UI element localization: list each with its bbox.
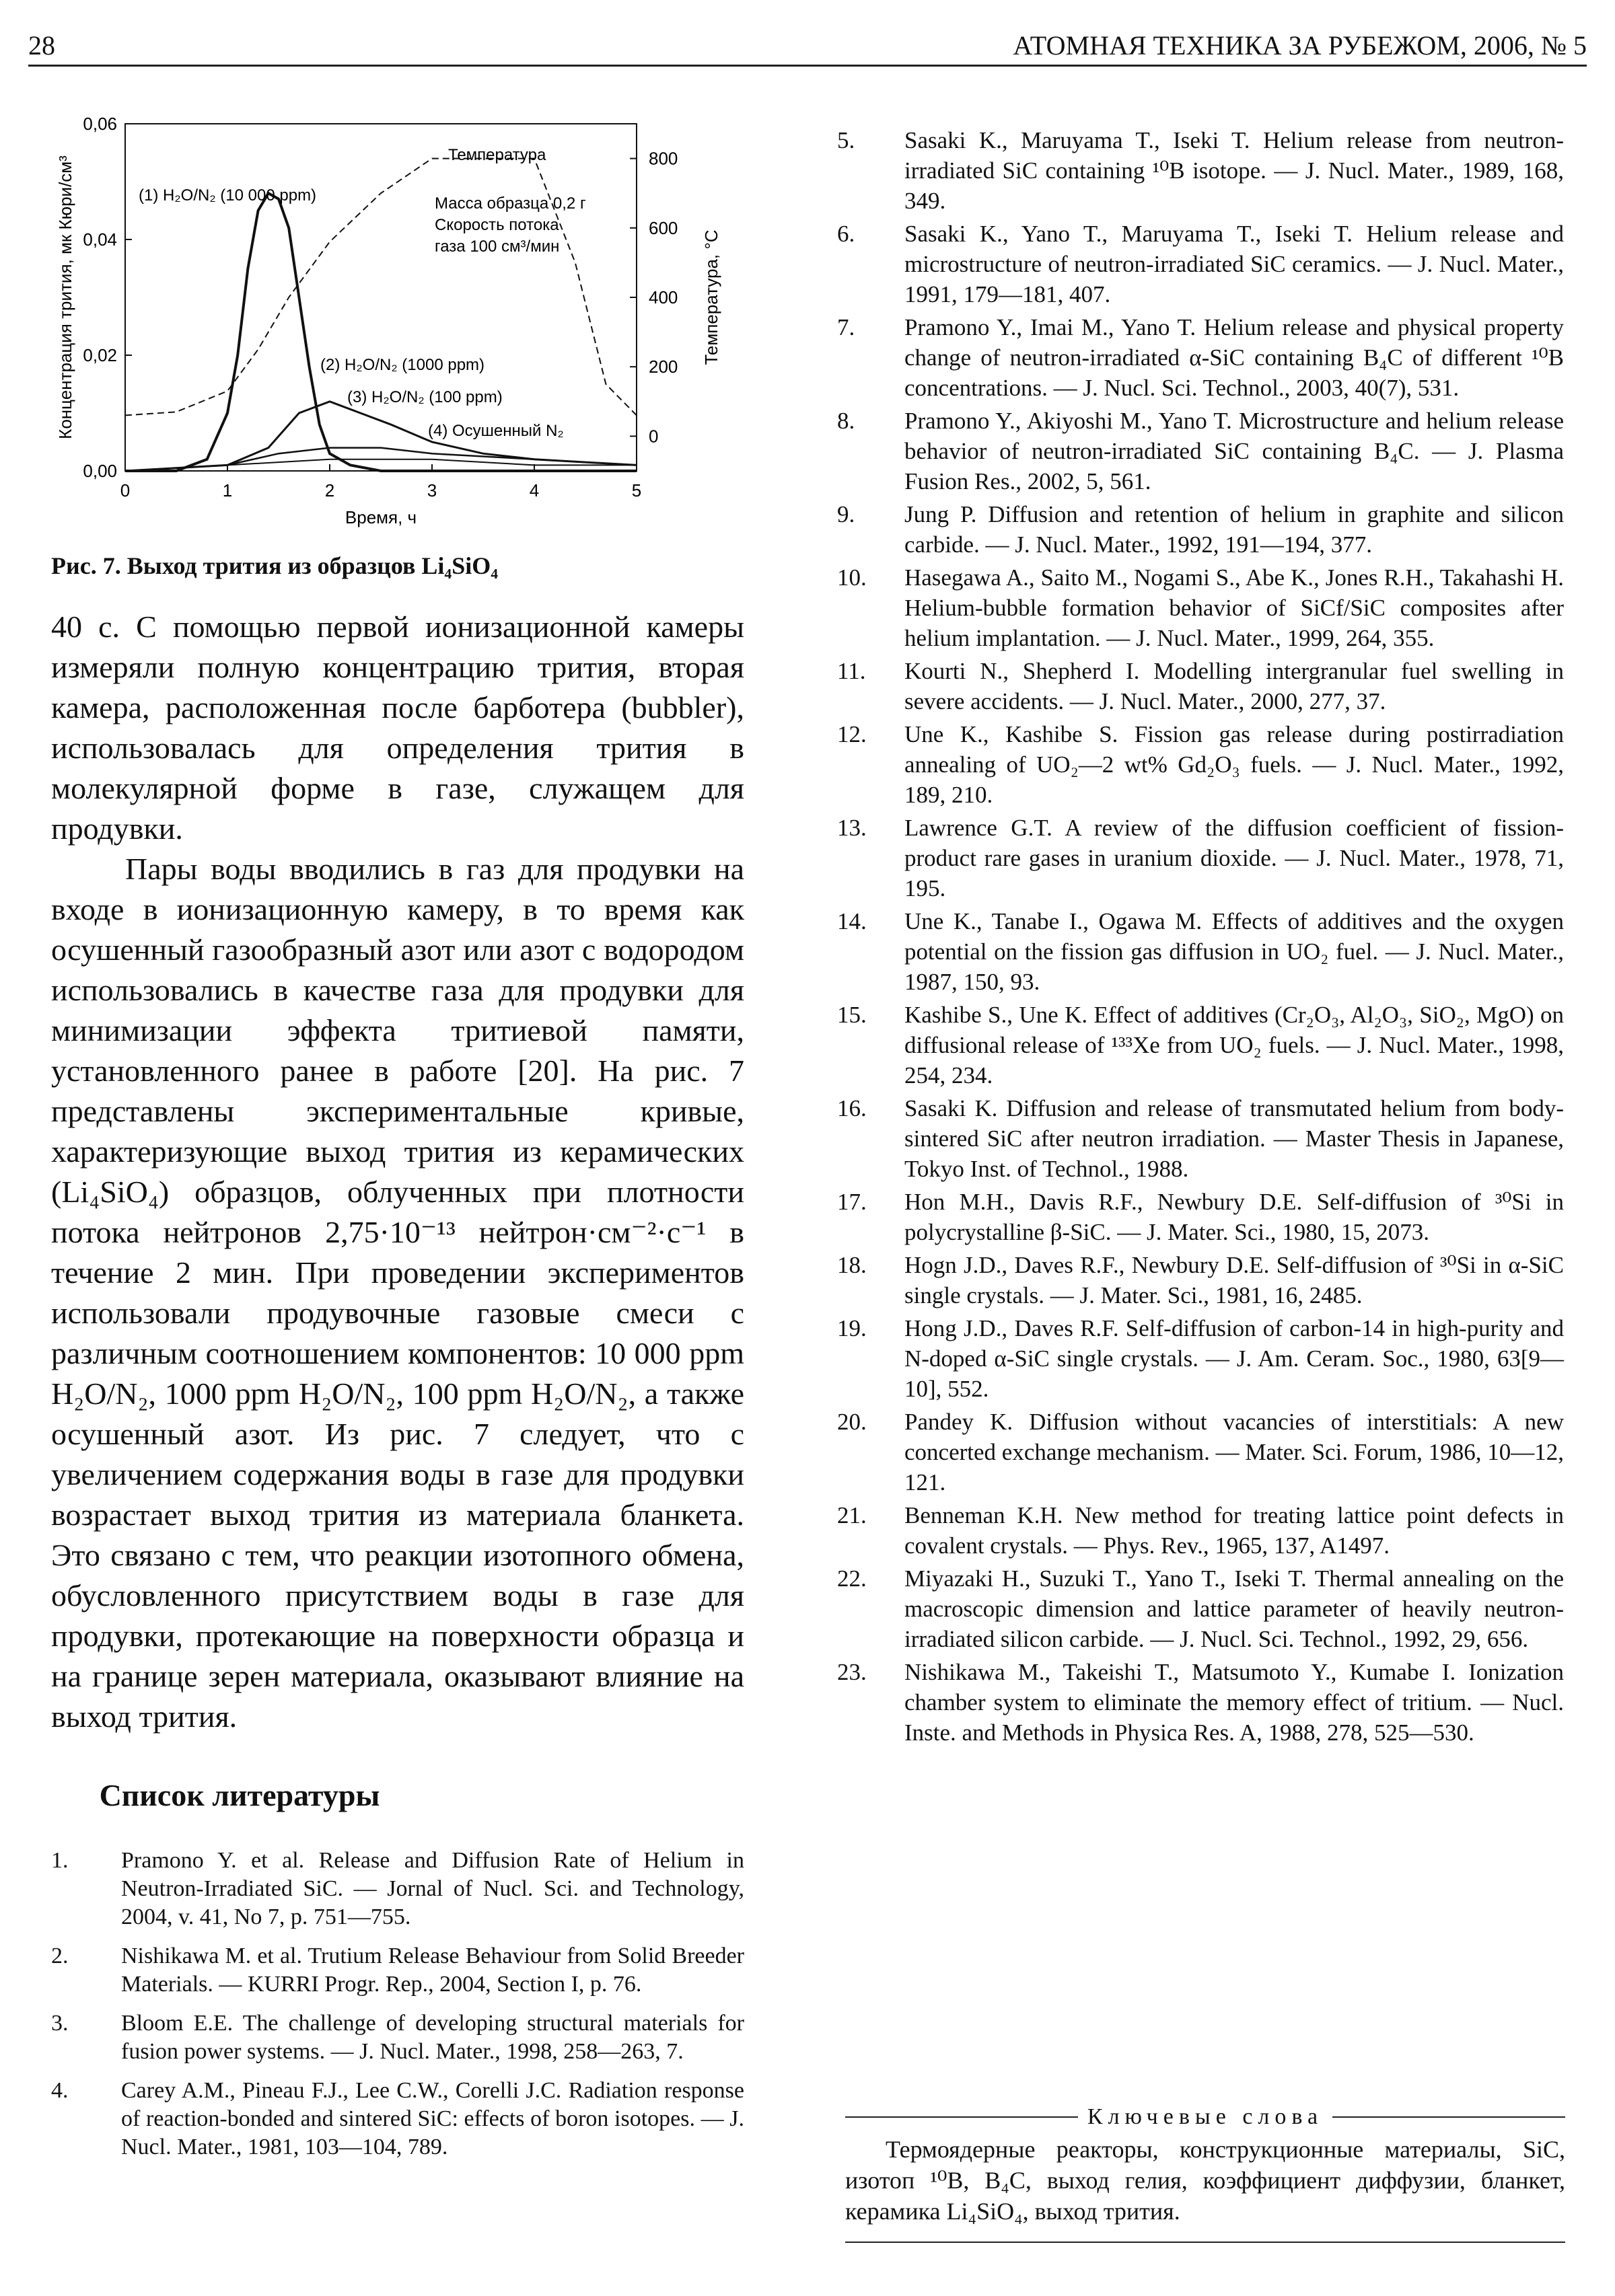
- reference-number: 16.: [837, 1095, 867, 1121]
- reference-text: Carey A.M., Pineau F.J., Lee C.W., Corelli J.C. Radiation response of reaction-bonded and sintered SiC: effects of boron isotopes. — J. Nucl. Mater., 1981, 103—104, 789.: [121, 2078, 744, 2159]
- left-column: [51, 108, 744, 2172]
- reference-text: Bloom E.E. The challenge of developing structural materials for fusion power systems. — J. Nucl. Mater., 1998, 258—263, 7.: [121, 2011, 744, 2064]
- reference-item: [837, 1250, 1564, 1310]
- x-tick-label: 1: [222, 480, 233, 501]
- y-tick-label: 0,00: [83, 461, 117, 481]
- reference-number: 17.: [837, 1189, 867, 1215]
- reference-text: Pramono Y., Akiyoshi M., Yano T. Microstructure and helium release behavior of neutron-irradiated SiC containing B₄C. — J. Plasma Fusion Res., 2002, 5, 561.: [904, 408, 1564, 494]
- reference-item: [837, 906, 1564, 997]
- reference-text: Benneman K.H. New method for treating lattice point defects in covalent crystals. — Phys. Rev., 1965, 137, A1497.: [904, 1502, 1564, 1559]
- reference-number: 20.: [837, 1409, 867, 1435]
- reference-number: 9.: [837, 501, 855, 527]
- body-paragraph-1: 40 с. С помощью первой ионизационной камеры измеряли полную концентрацию трития, вторая камера, расположенная после барботера (bubbler), использовалась для определения трития в молекулярной форме в газе, служащем для продувки.: [51, 609, 744, 846]
- reference-item: [837, 1093, 1564, 1184]
- reference-number: 7.: [837, 314, 855, 340]
- figure-caption: Рис. 7. Выход трития из образцов Li₄SiO₄: [51, 552, 499, 579]
- keywords-rule-right: [1332, 2116, 1565, 2118]
- reference-number: 8.: [837, 408, 855, 434]
- series-3-label: (3) H₂O/N₂ (100 ppm): [347, 388, 503, 406]
- y2-tick-label: 0: [649, 426, 659, 447]
- y-tick-label: 0,04: [83, 229, 117, 250]
- reference-text: Jung P. Diffusion and retention of helium in graphite and silicon carbide. — J. Nucl. Mater., 1992, 191—194, 377.: [904, 501, 1564, 558]
- keywords-title: Ключевые слова: [1087, 2104, 1324, 2129]
- reference-item: [837, 499, 1564, 560]
- reference-item: [837, 1000, 1564, 1090]
- figure-7: [51, 108, 744, 552]
- keywords-title-row: [845, 2104, 1565, 2130]
- y-axis-title: Концентрация трития, мк Кюри/см³: [55, 155, 75, 439]
- flow-rate-label-2: газа 100 см³/мин: [435, 237, 560, 256]
- reference-item: [837, 219, 1564, 309]
- y2-tick-label: 800: [649, 148, 678, 169]
- reference-text: Hon M.H., Davis R.F., Newbury D.E. Self-diffusion of ³⁰Si in polycrystalline β-SiC. — J. Mater. Sci., 1980, 15, 2073.: [904, 1189, 1564, 1245]
- x-tick-label: 4: [529, 480, 540, 501]
- reference-number: 23.: [837, 1659, 867, 1685]
- reference-number: 3.: [51, 2011, 69, 2036]
- keywords-text: Термоядерные реакторы, конструкционные материалы, SiC, изотоп ¹⁰B, B₄C, выход гелия, коэффициент диффузии, бланкет, керамика Li₄SiO₄, выход трития.: [845, 2136, 1565, 2225]
- right-column: [837, 125, 1564, 1750]
- reference-number: 14.: [837, 908, 867, 934]
- reference-number: 22.: [837, 1565, 867, 1592]
- body-paragraph-2: Пары воды вводились в газ для продувки на входе в ионизационную камеру, в то время как осушенный газообразный азот или азот с водородом использовались в качестве газа для продувки для минимизации эффекта тритиевой памяти, установленного ранее в работе [20]. На рис. 7 представлены экспериментальные кривые, характеризующие выход трития из керамических (Li₄SiO₄) образцов, облученных при плотности потока нейтронов 2,75·10⁻¹³ нейтрон·см⁻²·с⁻¹ в течение 2 мин. При проведении экспериментов использовали продувочные газовые смеси с различным соотношением компонентов: 10 000 ppm H₂O/N₂, 1000 ppm H₂O/N₂, 100 ppm H₂O/N₂, а также осушенный азот. Из рис. 7 следует, что с увеличением содержания воды в газе для продувки возрастает выход трития из материала бланкета. Это связано с тем, что реакции изотопного обмена, обусловленного присутствием воды в газе для продувки, протекающие на поверхности образца и на границе зерен материала, оказывают влияние на выход трития.: [51, 852, 744, 1734]
- reference-number: 11.: [837, 658, 866, 684]
- reference-text: Une K., Tanabe I., Ogawa M. Effects of additives and the oxygen potential on the fission gas diffusion in UO₂ fuel. — J. Nucl. Mater., 1987, 150, 93.: [904, 908, 1564, 995]
- y-tick-label: 0,06: [83, 114, 117, 134]
- reference-item: [51, 2009, 744, 2066]
- temperature-label: Температура: [448, 146, 546, 164]
- x-axis-title: Время, ч: [345, 507, 417, 527]
- reference-number: 21.: [837, 1502, 867, 1528]
- reference-item: [837, 813, 1564, 903]
- reference-text: Lawrence G.T. A review of the diffusion coefficient of fission-product rare gases in uranium dioxide. — J. Nucl. Mater., 1978, 71, 195.: [904, 815, 1564, 901]
- reference-text: Sasaki K., Yano T., Maruyama T., Iseki T. Helium release and microstructure of neutron-irradiated SiC ceramics. — J. Nucl. Mater., 1991, 179—181, 407.: [904, 221, 1564, 307]
- reference-item: [837, 1500, 1564, 1561]
- reference-text: Sasaki K. Diffusion and release of transmutated helium from body-sintered SiC after neutron irradiation. — Master Thesis in Japanese, Tokyo Inst. of Technol., 1988.: [904, 1095, 1564, 1182]
- reference-text: Pramono Y., Imai M., Yano T. Helium release and physical property change of neutron-irradiated α-SiC containing B₄C of different ¹⁰B concentrations. — J. Nucl. Sci. Technol., 2003, 40(7), 531.: [904, 314, 1564, 401]
- reference-number: 10.: [837, 564, 867, 591]
- reference-text: Hogn J.D., Daves R.F., Newbury D.E. Self-diffusion of ³⁰Si in α-SiC single crystals. — J. Mater. Sci., 1981, 16, 2485.: [904, 1252, 1564, 1308]
- references-heading: Список литературы: [99, 1778, 380, 1812]
- reference-number: 15.: [837, 1002, 867, 1028]
- flow-rate-label-1: Скорость потока: [435, 216, 559, 234]
- reference-text: Kourti N., Shepherd I. Modelling intergranular fuel swelling in severe accidents. — J. Nucl. Mater., 2000, 277, 37.: [904, 658, 1564, 714]
- reference-text: Nishikawa M., Takeishi T., Matsumoto Y., Kumabe I. Ionization chamber system to eliminate the memory effect of tritium. — Nucl. Inste. and Methods in Physica Res. A, 1988, 278, 525—530.: [904, 1659, 1564, 1746]
- x-tick-label: 2: [324, 480, 335, 501]
- reference-number: 2.: [51, 1943, 69, 1968]
- reference-text: Pandey K. Diffusion without vacancies of interstitials: A new concerted exchange mechanism. — Mater. Sci. Forum, 1986, 10—12, 121.: [904, 1409, 1564, 1495]
- keywords-rule-bottom: [845, 2242, 1565, 2243]
- reference-item: [837, 656, 1564, 716]
- reference-item: [837, 1407, 1564, 1497]
- tritium-release-chart: [51, 108, 744, 552]
- y2-tick-label: 400: [649, 287, 678, 307]
- reference-text: Hasegawa A., Saito M., Nogami S., Abe K., Jones R.H., Takahashi H. Helium-bubble formation behavior of SiCf/SiC composites after helium implantation. — J. Nucl. Mater., 1999, 264, 355.: [904, 564, 1564, 651]
- plot-frame: [125, 124, 637, 471]
- x-tick-label: 3: [427, 480, 437, 501]
- reference-number: 6.: [837, 221, 855, 247]
- reference-item: [837, 562, 1564, 653]
- reference-item: [51, 2077, 744, 2161]
- reference-item: [837, 1563, 1564, 1654]
- reference-item: [51, 1847, 744, 1931]
- journal-title: АТОМНАЯ ТЕХНИКА ЗА РУБЕЖОМ, 2006, № 5: [1013, 30, 1587, 61]
- series-4-label: (4) Осушенный N₂: [428, 422, 564, 440]
- reference-text: Pramono Y. et al. Release and Diffusion Rate of Helium in Neutron-Irradiated SiC. — Jornal of Nucl. Sci. and Technology, 2004, v. 41, No 7, p. 751—755.: [121, 1848, 744, 1929]
- reference-text: Sasaki K., Maruyama T., Iseki T. Helium release from neutron-irradiated SiC containing ¹⁰B isotope. — J. Nucl. Mater., 1989, 168, 349.: [904, 127, 1564, 214]
- reference-item: [837, 719, 1564, 810]
- x-tick-label: 0: [120, 480, 131, 501]
- reference-number: 4.: [51, 2078, 69, 2103]
- reference-item: [837, 1187, 1564, 1247]
- reference-item: [837, 125, 1564, 216]
- page-number: 28: [28, 30, 55, 61]
- references-list-left: [51, 1847, 744, 2161]
- reference-number: 1.: [51, 1848, 69, 1873]
- reference-number: 5.: [837, 127, 855, 153]
- y-tick-label: 0,02: [83, 345, 117, 365]
- reference-text: Hong J.D., Daves R.F. Self-diffusion of carbon-14 in high-purity and N-doped α-SiC single crystals. — J. Am. Ceram. Soc., 1980, 63[9—10], 552.: [904, 1315, 1564, 1402]
- reference-number: 12.: [837, 721, 867, 747]
- reference-text: Nishikawa M. et al. Trutium Release Behaviour from Solid Breeder Materials. — KURRI Progr. Rep., 2004, Section I, p. 76.: [121, 1943, 744, 1997]
- reference-text: Kashibe S., Une K. Effect of additives (Cr₂O₃, Al₂O₃, SiO₂, MgO) on diffusional release of ¹³³Xe from UO₂ fuels. — J. Nucl. Mater., 1998, 254, 234.: [904, 1002, 1564, 1088]
- series-2-label: (2) H₂O/N₂ (1000 ppm): [320, 356, 485, 374]
- sample-mass-label: Масса образца 0,2 г: [435, 194, 586, 213]
- reference-number: 18.: [837, 1252, 867, 1278]
- page-header: [28, 19, 1587, 59]
- references-list-right: [837, 125, 1564, 1748]
- reference-number: 19.: [837, 1315, 867, 1341]
- keywords-rule-left: [845, 2116, 1078, 2118]
- y2-axis-title: Температура, °С: [701, 229, 721, 365]
- reference-item: [837, 406, 1564, 496]
- reference-number: 13.: [837, 815, 867, 841]
- x-tick-label: 5: [631, 480, 642, 501]
- series-1-label: (1) H₂O/N₂ (10 000 ppm): [139, 186, 317, 205]
- y2-tick-label: 600: [649, 217, 678, 238]
- reference-item: [837, 1313, 1564, 1404]
- y2-tick-label: 200: [649, 357, 678, 377]
- keywords-block: [845, 2104, 1565, 2243]
- reference-item: [51, 1942, 744, 1999]
- reference-text: Miyazaki H., Suzuki T., Yano T., Iseki T. Thermal annealing on the macroscopic dimension and lattice parameter of heavily neutron-irradiated silicon carbide. — J. Nucl. Sci. Technol., 1992, 29, 656.: [904, 1565, 1564, 1652]
- reference-item: [837, 1657, 1564, 1748]
- header-rule: [28, 65, 1587, 67]
- reference-text: Une K., Kashibe S. Fission gas release during postirradiation annealing of UO₂—2 wt% Gd₂O₃ fuels. — J. Nucl. Mater., 1992, 189, 210.: [904, 721, 1564, 808]
- reference-item: [837, 312, 1564, 403]
